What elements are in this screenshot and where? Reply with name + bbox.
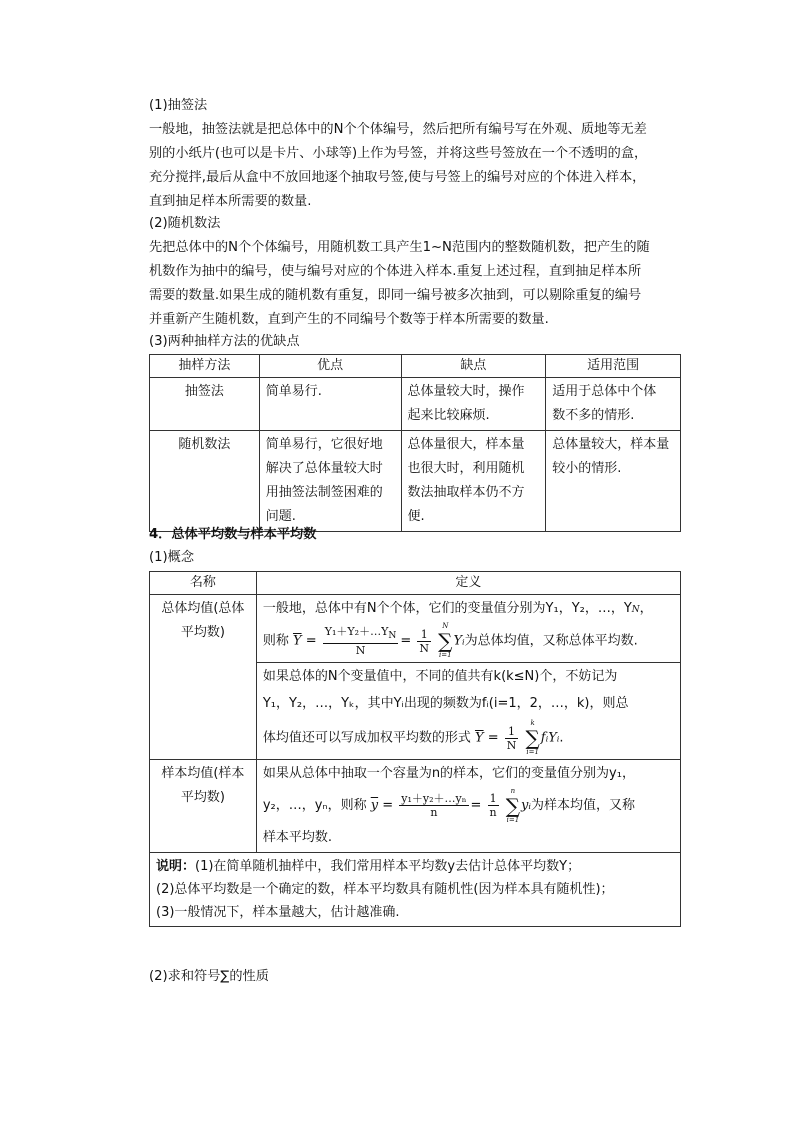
note-label: 说明： (156, 859, 196, 874)
header-definition: 定义 (256, 572, 680, 595)
sec2-line-4: 并重新产生随机数，直到产生的不同编号个数等于样本所需要的数量. (149, 312, 549, 327)
header-scope: 适用范围 (546, 355, 681, 378)
mean-definition-table (149, 571, 681, 927)
population-mean-def-2: 如果总体的N个变量值中，不同的值共有k(k≤N)个，不妨记为 Y₁，Y₂，…，Yₖ，其中Yᵢ出现的频数为fᵢ(i=1，2，…，k)，则总 体均值还可以写成加权平均数的形式 $\overline{Y}$ = $\frac{1}{N}$ k ∑ i=1 fᵢYᵢ. (256, 663, 680, 760)
header-name: 名称 (150, 572, 257, 595)
sec2-line-2: 机数作为抽中的编号，使与编号对应的个体进入样本.重复上述过程，直到抽足样本所 (149, 264, 642, 279)
sec4-sub: (1)概念 (149, 550, 195, 565)
method-cell: 抽签法 (150, 378, 260, 431)
sec2-line-1: 先把总体中的N个个体编号，用随机数工具产生1~N范围内的整数随机数，把产生的随 (149, 240, 650, 255)
table-row (150, 853, 681, 927)
method-cell: 随机数法 (150, 431, 260, 532)
sample-mean-def: 如果从总体中抽取一个容量为n的样本，它们的变量值分别为y₁， y₂，…，yₙ，则称 $\overline{y}$ = $\frac{\text{y₁＋y₂＋…yₙ}}{n}$ = $\frac{1}{n}$ n ∑ i=1 yᵢ为样本均值，又称 样本平均数. (256, 760, 680, 853)
pros-cell: 简单易行. (259, 378, 401, 431)
sec1-heading: (1)抽签法 (149, 98, 208, 113)
population-mean-def-1: 一般地，总体中有N个个体，它们的变量值分别为Y₁，Y₂，…，YN， 则称 $\overline{Y}$ = $\frac{Y_1+Y_2+\dots Y_N}{N}$ = $\frac{1}{N}$ N ∑ i=1 Yᵢ为总体均值，又称总体平均数. (256, 595, 680, 663)
sec5-heading: (2)求和符号∑的性质 (149, 969, 269, 984)
cons-cell: 总体量较大时，操作 起来比较麻烦. (401, 378, 546, 431)
header-cons: 缺点 (401, 355, 546, 378)
cons-cell: 总体量很大，样本量 也很大时，利用随机 数法抽取样本仍不方 便. (401, 431, 546, 532)
sec3-heading: (3)两种抽样方法的优缺点 (149, 334, 300, 349)
table-row (150, 431, 681, 532)
table-row (150, 595, 681, 663)
table-row (150, 760, 681, 853)
population-mean-name: 总体均值(总体 平均数) (150, 595, 257, 760)
sec2-heading: (2)随机数法 (149, 216, 221, 231)
table-row (150, 378, 681, 431)
sec1-line-1: 一般地，抽签法就是把总体中的N个个体编号，然后把所有编号写在外观、质地等无差 (149, 122, 647, 137)
sec1-line-2: 别的小纸片(也可以是卡片、小球等)上作为号签，并将这些号签放在一个不透明的盒， (149, 146, 648, 161)
sec2-line-3: 需要的数量.如果生成的随机数有重复，即同一编号被多次抽到，可以剔除重复的编号 (149, 288, 642, 303)
scope-cell: 适用于总体中个体 数不多的情形. (546, 378, 681, 431)
sec1-line-3: 充分搅拌,最后从盒中不放回地逐个抽取号签,使与号签上的编号对应的个体进入样本， (149, 170, 646, 185)
table-header-row (150, 355, 681, 378)
pros-cell: 简单易行，它很好地 解决了总体量较大时 用抽签法制签困难的 问题. (259, 431, 401, 532)
scope-cell: 总体量较大，样本量 较小的情形. (546, 431, 681, 532)
header-pros: 优点 (259, 355, 401, 378)
sampling-methods-table (149, 354, 681, 532)
sample-mean-name: 样本均值(样本 平均数) (150, 760, 257, 853)
header-method: 抽样方法 (150, 355, 260, 378)
note-cell: 说明：(1)在简单随机抽样中，我们常用样本平均数y去估计总体平均数Y； (2)总体平均数是一个确定的数，样本平均数具有随机性(因为样本具有随机性)； (3)一般情况下，样本量越大，估计越准确. (150, 853, 681, 927)
sec1-line-4: 直到抽足样本所需要的数量. (149, 194, 312, 209)
table-header-row (150, 572, 681, 595)
sec4-heading: 4．总体平均数与样本平均数 (149, 527, 317, 542)
